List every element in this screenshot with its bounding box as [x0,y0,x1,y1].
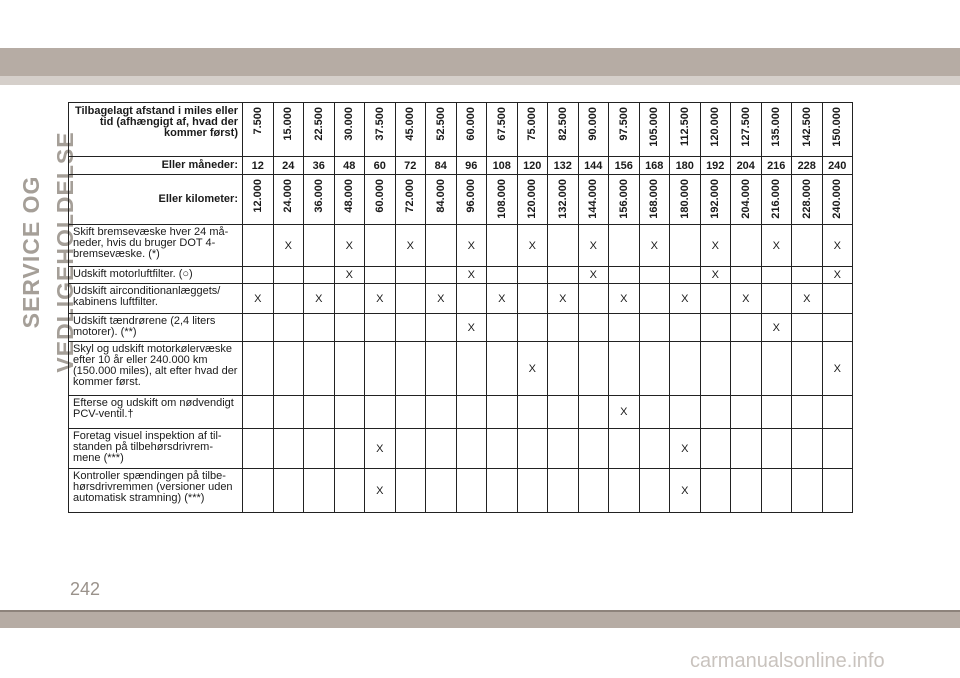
table-row [69,469,853,513]
service-mark: X [609,396,640,429]
months-value: 192 [700,157,731,175]
header-row-miles [69,103,853,157]
empty-cell [365,267,396,284]
miles-cell [426,103,457,157]
empty-cell [304,267,335,284]
km-cell [304,175,335,225]
empty-cell [639,267,670,284]
service-mark: X [517,225,548,267]
empty-cell [517,396,548,429]
empty-cell [395,267,426,284]
service-mark: X [670,469,701,513]
miles-cell [670,103,701,157]
empty-cell [243,225,274,267]
km-cell [609,175,640,225]
empty-cell [609,225,640,267]
service-mark: X [761,225,792,267]
service-mark: X [609,284,640,314]
months-value: 24 [273,157,304,175]
months-value: 108 [487,157,518,175]
empty-cell [609,267,640,284]
empty-cell [334,429,365,469]
km-cell [548,175,579,225]
empty-cell [273,284,304,314]
empty-cell [792,225,823,267]
miles-value: 90.000 [587,107,600,141]
months-value: 12 [243,157,274,175]
empty-cell [761,429,792,469]
miles-value: 142.500 [800,107,813,147]
footer-watermark-url: carmanualsonline.info [690,650,885,672]
empty-cell [517,314,548,342]
service-item-label: Efterse og udskift om nødvendigt PCV-ventil.† [69,396,243,429]
service-mark: X [700,225,731,267]
service-item-label: Udskift airconditionanlæggets/ kabinens luftfilter. [69,284,243,314]
empty-cell [731,429,762,469]
empty-cell [487,267,518,284]
miles-cell [639,103,670,157]
empty-cell [792,342,823,396]
empty-cell [700,342,731,396]
service-mark: X [426,284,457,314]
empty-cell [731,396,762,429]
empty-cell [487,225,518,267]
empty-cell [395,314,426,342]
service-mark: X [365,284,396,314]
table-row [69,396,853,429]
header-band [0,48,960,76]
empty-cell [761,342,792,396]
km-value: 240.000 [831,179,844,219]
service-item-label: Foretag visuel inspektion af til-standen på tilbehørsdrivrem-mene (***) [69,429,243,469]
empty-cell [609,342,640,396]
empty-cell [456,342,487,396]
service-mark: X [822,342,853,396]
empty-cell [700,469,731,513]
km-cell [761,175,792,225]
table-row [69,225,853,267]
empty-cell [548,225,579,267]
service-mark: X [792,284,823,314]
empty-cell [548,314,579,342]
empty-cell [609,314,640,342]
table-row [69,314,853,342]
miles-value: 127.500 [739,107,752,147]
empty-cell [517,469,548,513]
km-cell [487,175,518,225]
header-km-label: Eller kilometer: [69,175,243,225]
empty-cell [548,469,579,513]
service-item-label: Skyl og udskift motorkølervæske efter 10 år eller 240.000 km (150.000 miles), alt efter hvad der kommer først. [69,342,243,396]
empty-cell [761,284,792,314]
service-mark: X [273,225,304,267]
empty-cell [243,429,274,469]
empty-cell [578,314,609,342]
header-row-km [69,175,853,225]
miles-cell [456,103,487,157]
empty-cell [426,267,457,284]
service-item-label: Kontroller spændingen på tilbe-hørsdrivremmen (versioner uden automatisk stramning) (***) [69,469,243,513]
months-value: 240 [822,157,853,175]
miles-value: 135.000 [770,107,783,147]
km-cell [792,175,823,225]
empty-cell [670,225,701,267]
empty-cell [822,284,853,314]
service-mark: X [365,469,396,513]
km-value: 180.000 [678,179,691,219]
empty-cell [822,429,853,469]
empty-cell [365,225,396,267]
empty-cell [792,429,823,469]
months-value: 180 [670,157,701,175]
table-row [69,342,853,396]
empty-cell [395,396,426,429]
empty-cell [670,342,701,396]
header-months-label: Eller måneder: [69,157,243,175]
service-mark: X [548,284,579,314]
km-cell [639,175,670,225]
miles-cell [395,103,426,157]
miles-cell [822,103,853,157]
km-cell [670,175,701,225]
miles-value: 120.000 [709,107,722,147]
service-mark: X [456,225,487,267]
km-cell [395,175,426,225]
miles-value: 97.500 [617,107,630,141]
months-value: 120 [517,157,548,175]
empty-cell [761,396,792,429]
empty-cell [731,314,762,342]
miles-value: 75.000 [526,107,539,141]
miles-value: 30.000 [343,107,356,141]
empty-cell [456,469,487,513]
service-mark: X [334,267,365,284]
empty-cell [273,314,304,342]
km-value: 108.000 [495,179,508,219]
empty-cell [395,342,426,396]
months-value: 60 [365,157,396,175]
miles-value: 7.500 [251,107,264,135]
months-value: 216 [761,157,792,175]
empty-cell [334,284,365,314]
header-distance-label: Tilbagelagt afstand i miles eller tid (afhængigt af, hvad der kommer først) [69,103,243,157]
miles-cell [334,103,365,157]
miles-value: 22.500 [312,107,325,141]
empty-cell [517,429,548,469]
km-cell [731,175,762,225]
empty-cell [243,342,274,396]
empty-cell [456,396,487,429]
empty-cell [273,396,304,429]
empty-cell [700,429,731,469]
service-item-label: Skift bremsevæske hver 24 må-neder, hvis du bruger DOT 4-bremsevæske. (*) [69,225,243,267]
empty-cell [304,225,335,267]
empty-cell [456,284,487,314]
empty-cell [639,396,670,429]
empty-cell [792,314,823,342]
empty-cell [487,342,518,396]
months-value: 72 [395,157,426,175]
empty-cell [243,469,274,513]
km-value: 24.000 [282,179,295,213]
miles-value: 82.500 [556,107,569,141]
km-value: 72.000 [404,179,417,213]
empty-cell [334,469,365,513]
empty-cell [578,429,609,469]
km-value: 168.000 [648,179,661,219]
empty-cell [304,396,335,429]
empty-cell [700,314,731,342]
service-mark: X [334,225,365,267]
empty-cell [304,314,335,342]
empty-cell [670,267,701,284]
empty-cell [304,429,335,469]
km-value: 216.000 [770,179,783,219]
service-mark: X [731,284,762,314]
miles-cell [609,103,640,157]
page-number: 242 [70,579,101,599]
empty-cell [273,469,304,513]
empty-cell [334,314,365,342]
empty-cell [578,469,609,513]
service-mark: X [395,225,426,267]
empty-cell [609,469,640,513]
km-cell [517,175,548,225]
miles-cell [731,103,762,157]
empty-cell [700,396,731,429]
empty-cell [548,342,579,396]
section-side-title: SERVICE OG VEDLIGEHOLDELSE [18,131,78,373]
empty-cell [700,284,731,314]
table-row [69,429,853,469]
months-value: 36 [304,157,335,175]
empty-cell [456,429,487,469]
service-mark: X [365,429,396,469]
months-value: 132 [548,157,579,175]
miles-value: 112.500 [678,107,691,147]
empty-cell [731,469,762,513]
miles-value: 67.500 [495,107,508,141]
km-cell [273,175,304,225]
service-mark: X [700,267,731,284]
km-cell [426,175,457,225]
months-value: 96 [456,157,487,175]
empty-cell [731,225,762,267]
empty-cell [639,429,670,469]
empty-cell [426,225,457,267]
km-value: 12.000 [251,179,264,213]
empty-cell [639,284,670,314]
service-mark: X [456,267,487,284]
maintenance-schedule-table [68,102,853,513]
service-mark: X [670,284,701,314]
empty-cell [304,342,335,396]
months-value: 204 [731,157,762,175]
miles-value: 45.000 [404,107,417,141]
months-value: 156 [609,157,640,175]
empty-cell [578,396,609,429]
header-row-months [69,157,853,175]
header-band-light [0,76,960,85]
miles-cell [243,103,274,157]
empty-cell [731,342,762,396]
empty-cell [578,342,609,396]
miles-cell [304,103,335,157]
service-mark: X [517,342,548,396]
km-value: 120.000 [526,179,539,219]
empty-cell [487,396,518,429]
empty-cell [792,469,823,513]
empty-cell [731,267,762,284]
km-cell [365,175,396,225]
miles-cell [578,103,609,157]
service-mark: X [456,314,487,342]
service-mark: X [487,284,518,314]
empty-cell [822,396,853,429]
service-mark: X [639,225,670,267]
km-value: 228.000 [800,179,813,219]
empty-cell [670,314,701,342]
service-mark: X [822,267,853,284]
km-value: 156.000 [617,179,630,219]
miles-value: 150.000 [831,107,844,147]
empty-cell [517,284,548,314]
km-value: 84.000 [434,179,447,213]
empty-cell [334,342,365,396]
miles-value: 52.500 [434,107,447,141]
empty-cell [548,267,579,284]
miles-cell [487,103,518,157]
service-item-label: Udskift tændrørene (2,4 liters motorer). (**) [69,314,243,342]
empty-cell [273,429,304,469]
empty-cell [426,342,457,396]
service-mark: X [761,314,792,342]
months-value: 48 [334,157,365,175]
empty-cell [548,429,579,469]
service-mark: X [578,225,609,267]
months-value: 228 [792,157,823,175]
km-value: 192.000 [709,179,722,219]
empty-cell [487,314,518,342]
miles-cell [792,103,823,157]
empty-cell [761,267,792,284]
empty-cell [426,429,457,469]
table-row [69,267,853,284]
empty-cell [426,314,457,342]
service-mark: X [578,267,609,284]
empty-cell [670,396,701,429]
empty-cell [578,284,609,314]
empty-cell [487,429,518,469]
km-value: 132.000 [556,179,569,219]
empty-cell [273,267,304,284]
empty-cell [822,469,853,513]
empty-cell [426,469,457,513]
miles-cell [273,103,304,157]
miles-value: 15.000 [282,107,295,141]
service-mark: X [304,284,335,314]
empty-cell [395,429,426,469]
empty-cell [243,314,274,342]
km-cell [456,175,487,225]
empty-cell [548,396,579,429]
footer-band [0,612,960,628]
empty-cell [609,429,640,469]
empty-cell [639,314,670,342]
miles-cell [365,103,396,157]
service-item-label: Udskift motorluftfilter. (○) [69,267,243,284]
km-value: 36.000 [312,179,325,213]
empty-cell [243,396,274,429]
empty-cell [395,284,426,314]
months-value: 84 [426,157,457,175]
miles-value: 105.000 [648,107,661,147]
empty-cell [365,342,396,396]
km-value: 204.000 [739,179,752,219]
service-mark: X [822,225,853,267]
table-row [69,284,853,314]
service-mark: X [243,284,274,314]
empty-cell [365,314,396,342]
empty-cell [487,469,518,513]
km-cell [700,175,731,225]
empty-cell [822,314,853,342]
km-cell [243,175,274,225]
empty-cell [273,342,304,396]
km-cell [822,175,853,225]
empty-cell [792,396,823,429]
empty-cell [395,469,426,513]
empty-cell [426,396,457,429]
empty-cell [639,342,670,396]
miles-cell [548,103,579,157]
empty-cell [304,469,335,513]
months-value: 168 [639,157,670,175]
service-mark: X [670,429,701,469]
empty-cell [365,396,396,429]
miles-value: 60.000 [465,107,478,141]
km-value: 96.000 [465,179,478,213]
miles-cell [761,103,792,157]
months-value: 144 [578,157,609,175]
empty-cell [792,267,823,284]
empty-cell [761,469,792,513]
miles-cell [700,103,731,157]
empty-cell [243,267,274,284]
km-cell [334,175,365,225]
empty-cell [517,267,548,284]
km-cell [578,175,609,225]
km-value: 60.000 [373,179,386,213]
km-value: 144.000 [587,179,600,219]
miles-value: 37.500 [373,107,386,141]
empty-cell [334,396,365,429]
miles-cell [517,103,548,157]
empty-cell [639,469,670,513]
km-value: 48.000 [343,179,356,213]
